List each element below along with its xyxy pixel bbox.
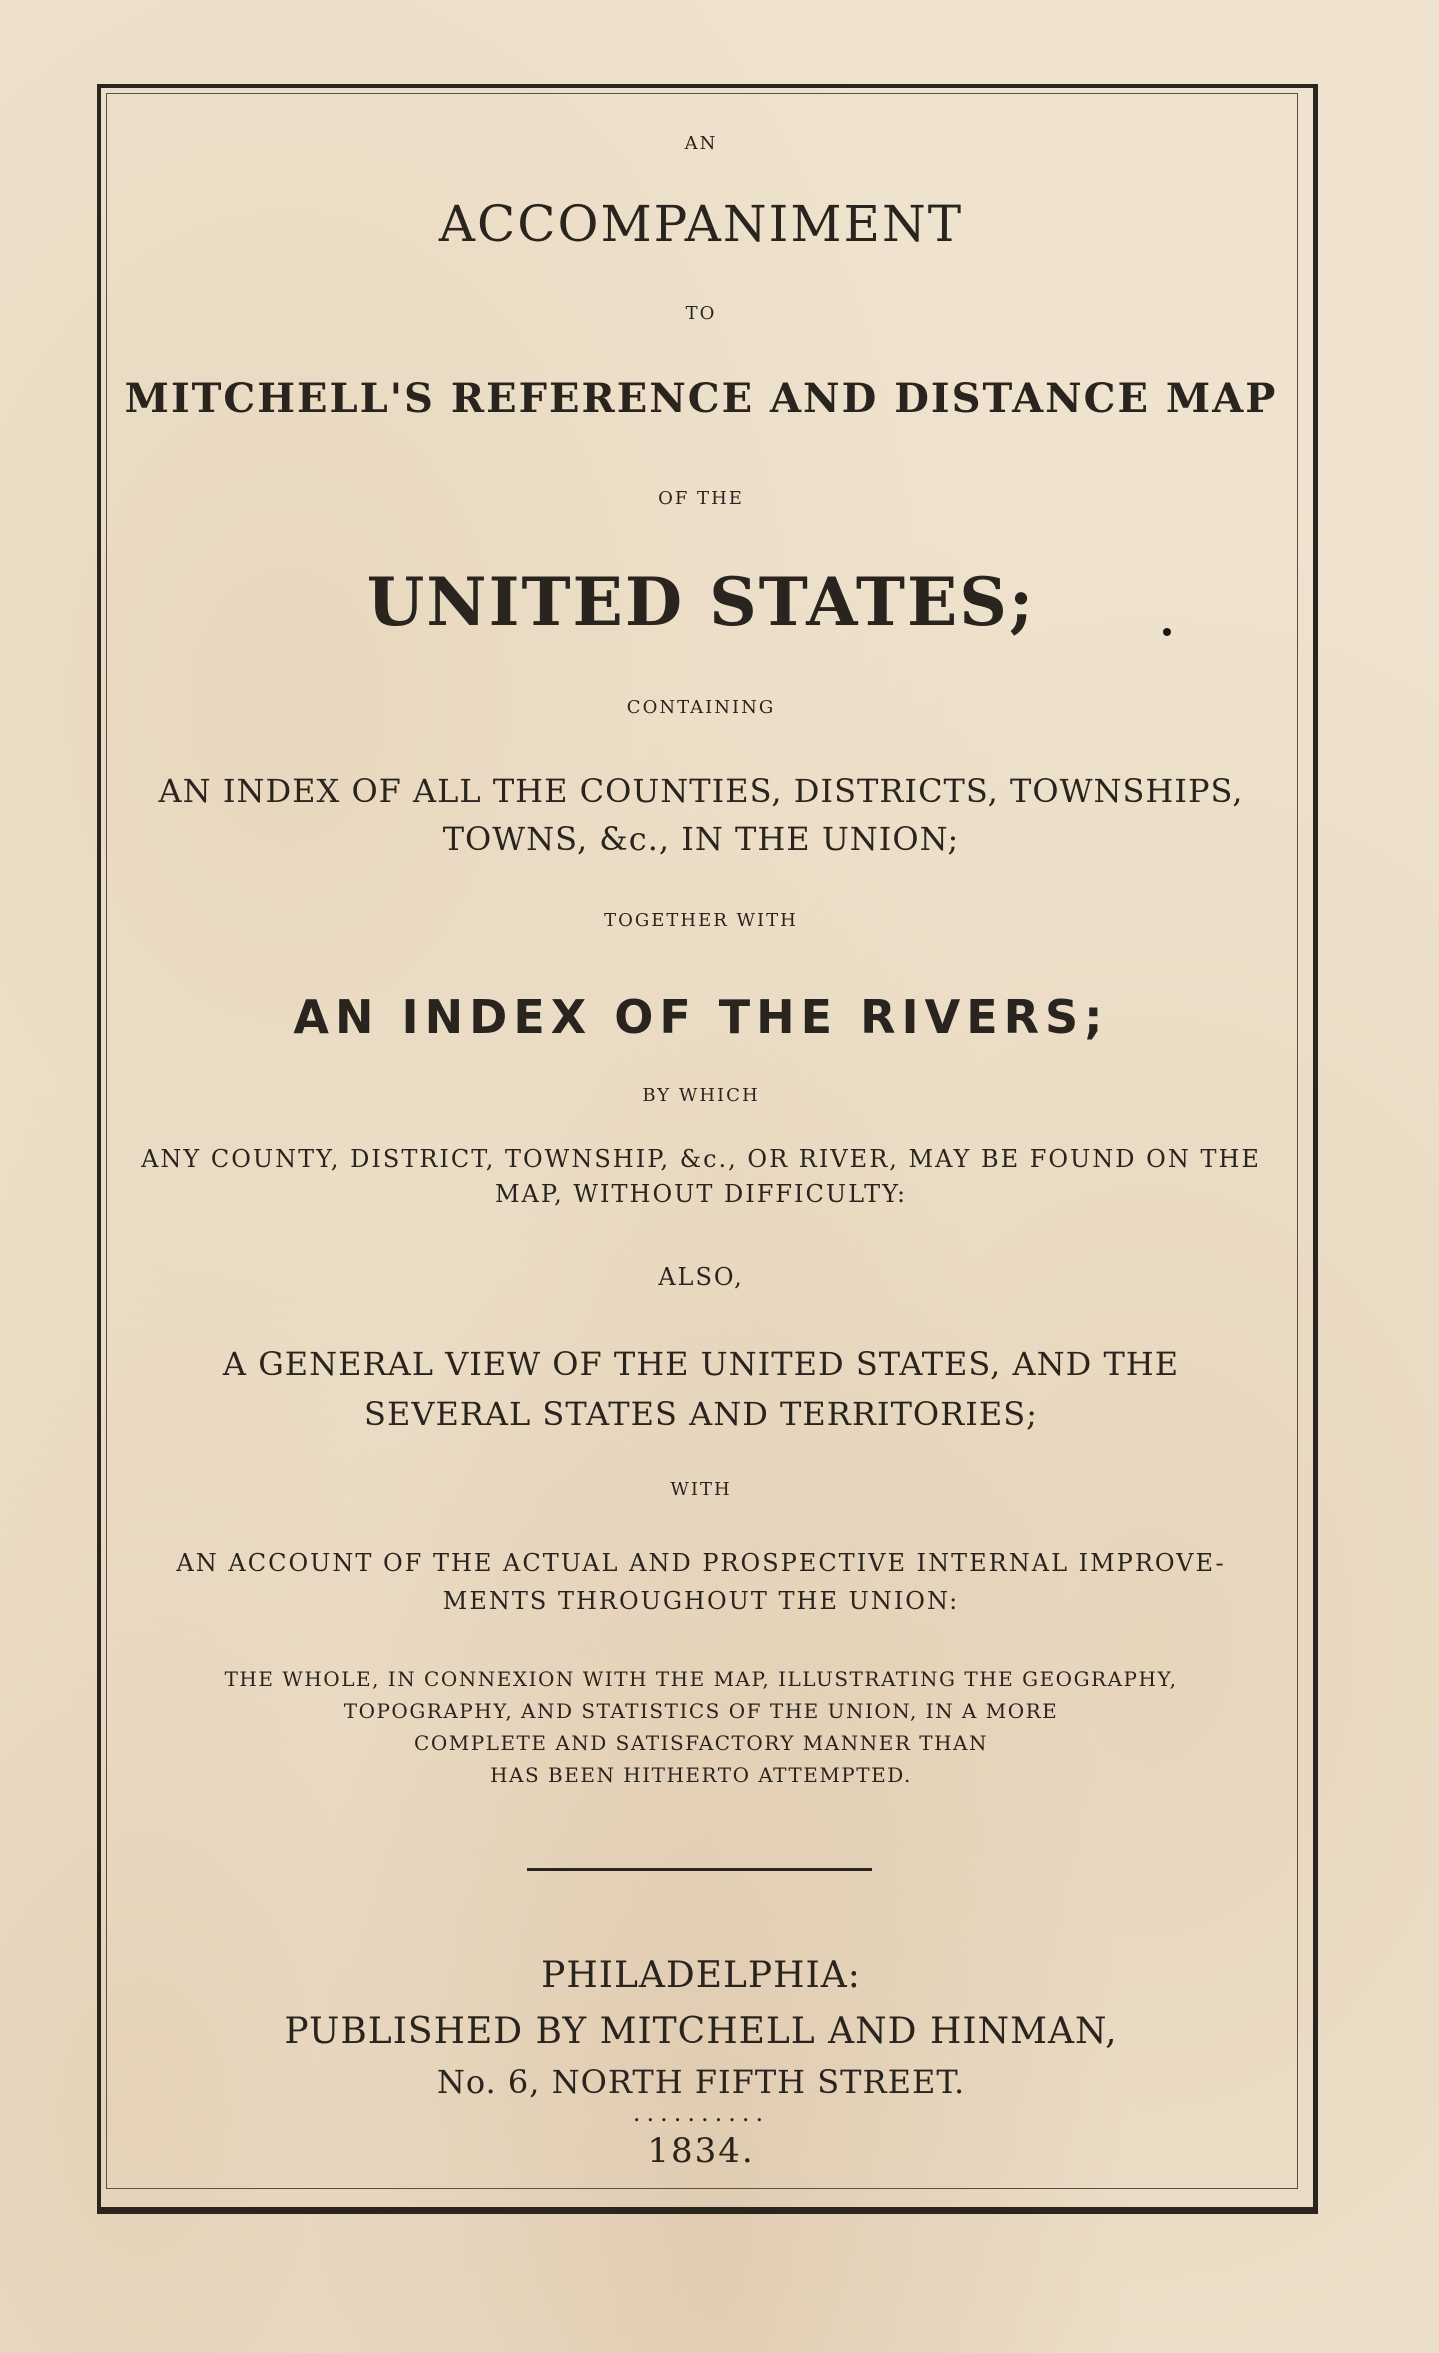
imprint-year: 1834. — [647, 2131, 755, 2171]
found-line-2: MAP, WITHOUT DIFFICULTY: — [494, 1180, 908, 1208]
index-line-1: AN INDEX OF ALL THE COUNTIES, DISTRICTS, TOWNSHIPS, — [158, 772, 1244, 810]
by-which: BY WHICH — [642, 1085, 760, 1106]
whole-line-1: THE WHOLE, IN CONNEXION WITH THE MAP, ILLUSTRATING THE GEOGRAPHY, — [224, 1667, 1178, 1691]
imprint-publisher: PUBLISHED BY MITCHELL AND HINMAN, — [284, 2011, 1118, 2052]
imprint-address: No. 6, NORTH FIFTH STREET. — [436, 2063, 966, 2101]
word-an: AN — [684, 133, 718, 154]
imprint-dots: .......... — [632, 2099, 770, 2127]
map-title: MITCHELL'S REFERENCE AND DISTANCE MAP — [124, 375, 1278, 422]
together-with: TOGETHER WITH — [604, 910, 798, 931]
whole-line-2: TOPOGRAPHY, AND STATISTICS OF THE UNION, IN A MORE — [343, 1699, 1059, 1723]
word-containing: CONTAINING — [626, 697, 776, 718]
general-view-line-2: SEVERAL STATES AND TERRITORIES; — [364, 1395, 1038, 1433]
word-of-the: OF THE — [658, 488, 744, 509]
word-also: ALSO, — [658, 1263, 744, 1291]
divider-rule — [527, 1868, 872, 1871]
word-to: TO — [685, 303, 717, 324]
whole-line-4: HAS BEEN HITHERTO ATTEMPTED. — [490, 1763, 912, 1787]
title-accompaniment: ACCOMPANIMENT — [438, 195, 964, 253]
ink-spot — [1163, 628, 1171, 636]
rivers-index-heading: AN INDEX OF THE RIVERS; — [293, 990, 1109, 1044]
found-line-1: ANY COUNTY, DISTRICT, TOWNSHIP, &c., OR RIVER, MAY BE FOUND ON THE — [141, 1145, 1261, 1173]
word-with: WITH — [670, 1479, 732, 1500]
account-line-2: MENTS THROUGHOUT THE UNION: — [442, 1587, 960, 1615]
general-view-line-1: A GENERAL VIEW OF THE UNITED STATES, AND THE — [222, 1345, 1180, 1383]
imprint-city: PHILADELPHIA: — [541, 1955, 861, 1996]
whole-line-3: COMPLETE AND SATISFACTORY MANNER THAN — [414, 1731, 988, 1755]
account-line-1: AN ACCOUNT OF THE ACTUAL AND PROSPECTIVE INTERNAL IMPROVE- — [176, 1549, 1226, 1577]
title-united-states: UNITED STATES; — [366, 563, 1036, 641]
index-line-2: TOWNS, &c., IN THE UNION; — [442, 820, 960, 858]
